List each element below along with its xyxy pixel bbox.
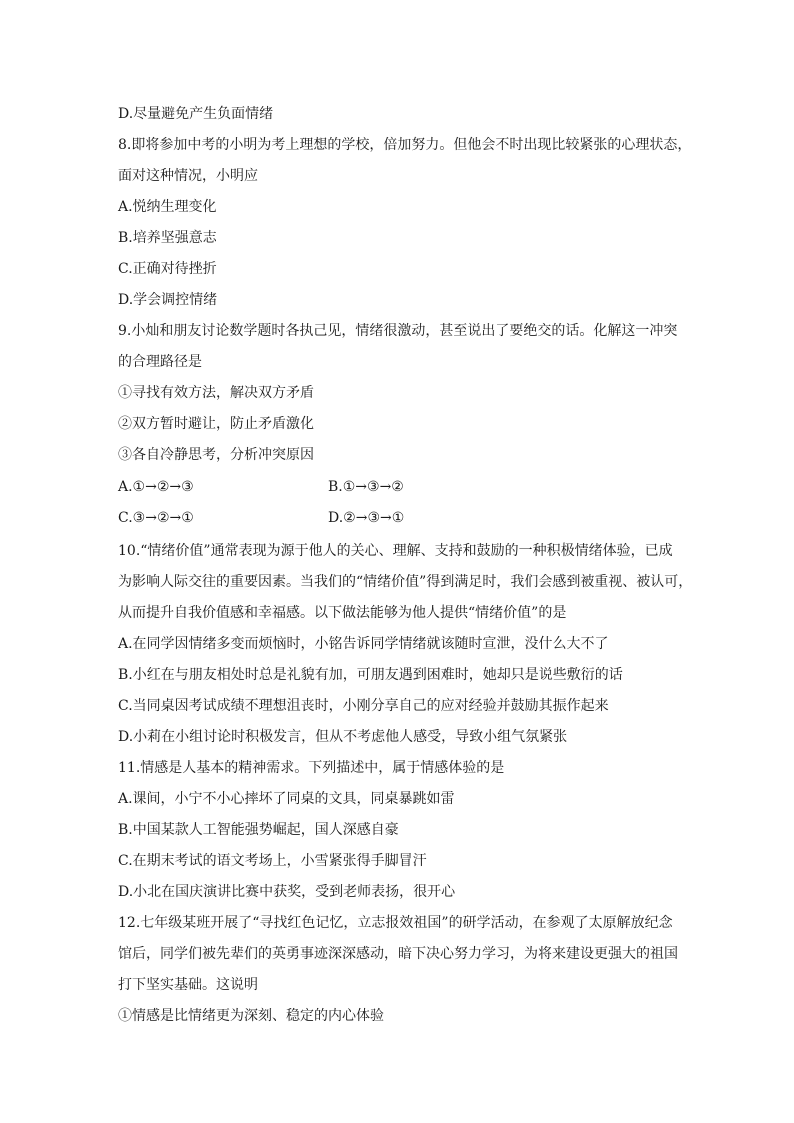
q10-option-b: B.小红在与朋友相处时总是礼貌有加，可朋友遇到困难时，她却只是说些敷衍的话 (118, 667, 623, 683)
q8-stem-line-1: 8.即将参加中考的小明为考上理想的学校，倍加努力。但他会不时出现比较紧张的心理状态， (118, 137, 692, 153)
q10-stem-line-1: 10.“情绪价值”通常表现为源于他人的关心、理解、支持和鼓励的一种积极情绪体验，已成 (118, 543, 673, 559)
q11-option-a: A.课间，小宁不小心摔坏了同桌的文具，同桌暴跳如雷 (118, 791, 455, 807)
q9-option-c: C.③→②→① (118, 510, 194, 526)
q8-option-b: B.培养坚强意志 (118, 230, 217, 246)
q9-statement-2: ②双方暂时避让，防止矛盾激化 (118, 416, 314, 432)
q9-option-a: A.①→②→③ (118, 479, 194, 495)
q10-stem-line-2: 为影响人际交往的重要因素。当我们的“情绪价值”得到满足时，我们会感到被重视、被认可， (118, 574, 693, 590)
q12-stem-line-2: 馆后，同学们被先辈们的英勇事迹深深感动，暗下决心努力学习，为将来建设更强大的祖国 (118, 946, 678, 962)
q9-statement-3: ③各自冷静思考，分析冲突原因 (118, 447, 314, 463)
q8-stem-line-2: 面对这种情况，小明应 (118, 168, 258, 184)
q9-option-b: B.①→③→② (328, 479, 404, 495)
q12-statement-1: ①情感是比情绪更为深刻、稳定的内心体验 (118, 1008, 384, 1024)
q10-option-c: C.当同桌因考试成绩不理想沮丧时，小刚分享自己的应对经验并鼓励其振作起来 (118, 698, 609, 714)
q8-option-d: D.学会调控情绪 (118, 292, 218, 308)
q12-stem-line-1: 12.七年级某班开展了“寻找红色记忆，立志报效祖国”的研学活动，在参观了太原解放纪念 (118, 915, 673, 931)
q11-option-b: B.中国某款人工智能强势崛起，国人深感自豪 (118, 822, 399, 838)
q8-option-c: C.正确对待挫折 (118, 261, 217, 277)
q9-stem-line-1: 9.小灿和朋友讨论数学题时各执己见，情绪很激动，甚至说出了要绝交的话。化解这一冲突 (118, 323, 678, 339)
q11-option-c: C.在期末考试的语文考场上，小雪紧张得手脚冒汗 (118, 853, 427, 869)
q11-option-d: D.小北在国庆演讲比赛中获奖，受到老师表扬，很开心 (118, 884, 456, 900)
q8-option-a: A.悦纳生理变化 (118, 199, 217, 215)
q7-option-d: D.尽量避免产生负面情绪 (118, 106, 274, 122)
q10-option-d: D.小莉在小组讨论时积极发言，但从不考虑他人感受，导致小组气氛紧张 (118, 729, 568, 745)
q12-stem-line-3: 打下坚实基础。这说明 (118, 977, 258, 993)
q10-option-a: A.在同学因情绪多变而烦恼时，小铭告诉同学情绪就该随时宣泄，没什么大不了 (118, 636, 609, 652)
q10-stem-line-3: 从而提升自我价值感和幸福感。以下做法能够为他人提供“情绪价值”的是 (118, 605, 567, 621)
q11-stem: 11.情感是人基本的精神需求。下列描述中，属于情感体验的是 (118, 760, 505, 776)
q9-option-d: D.②→③→① (328, 510, 405, 526)
q9-stem-line-2: 的合理路径是 (118, 354, 202, 370)
q9-statement-1: ①寻找有效方法，解决双方矛盾 (118, 385, 314, 401)
